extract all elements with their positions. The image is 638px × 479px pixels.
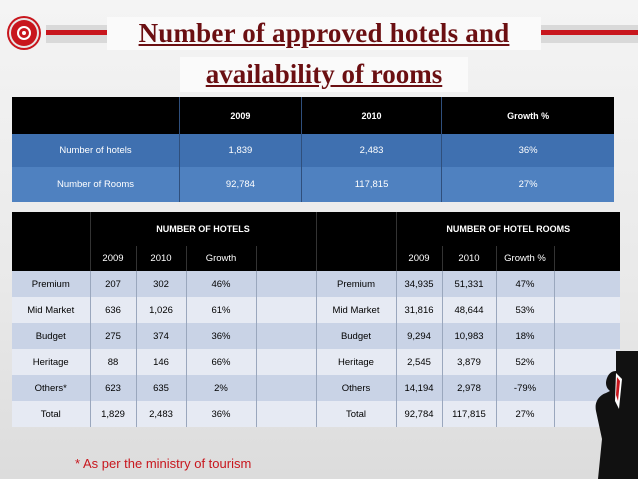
page-title-line1: Number of approved hotels and bbox=[107, 17, 541, 50]
category-label: Mid Market bbox=[12, 297, 90, 323]
table-row bbox=[12, 134, 614, 167]
cell: 275 bbox=[90, 323, 136, 349]
cell: 53% bbox=[496, 297, 554, 323]
cell: 1,829 bbox=[90, 401, 136, 427]
summary-header-cell: Growth % bbox=[442, 97, 614, 134]
summary-header-row bbox=[12, 97, 614, 134]
cell: 117,815 bbox=[301, 167, 441, 202]
cell: 18% bbox=[496, 323, 554, 349]
cell: 2,483 bbox=[301, 134, 441, 167]
summary-table bbox=[12, 97, 614, 202]
cell: 2% bbox=[186, 375, 256, 401]
cell: 14,194 bbox=[396, 375, 442, 401]
cell: 88 bbox=[90, 349, 136, 375]
category-label: Others* bbox=[12, 375, 90, 401]
table-row bbox=[12, 271, 620, 297]
businessman-silhouette-icon bbox=[586, 351, 638, 479]
category-label: Heritage bbox=[12, 349, 90, 375]
table-row bbox=[12, 297, 620, 323]
page-title-line2: availability of rooms bbox=[180, 57, 468, 92]
cell: 36% bbox=[186, 401, 256, 427]
cell: 48,644 bbox=[442, 297, 496, 323]
year-header: 2010 bbox=[136, 246, 186, 271]
cell: 31,816 bbox=[396, 297, 442, 323]
summary-header-cell bbox=[12, 97, 180, 134]
cell: 117,815 bbox=[442, 401, 496, 427]
category-label: Total bbox=[316, 401, 396, 427]
footnote: * As per the ministry of tourism bbox=[75, 456, 252, 471]
table-row bbox=[12, 375, 620, 401]
cell: 92,784 bbox=[180, 167, 302, 202]
cell: 47% bbox=[496, 271, 554, 297]
cell: 52% bbox=[496, 349, 554, 375]
cell: -79% bbox=[496, 375, 554, 401]
growth-header: Growth % bbox=[496, 246, 554, 271]
category-label: Heritage bbox=[316, 349, 396, 375]
table-row bbox=[12, 349, 620, 375]
growth-header: Growth bbox=[186, 246, 256, 271]
cell: 27% bbox=[496, 401, 554, 427]
cell: 302 bbox=[136, 271, 186, 297]
cell: 623 bbox=[90, 375, 136, 401]
cell: 2,978 bbox=[442, 375, 496, 401]
cell: 3,879 bbox=[442, 349, 496, 375]
cell: 636 bbox=[90, 297, 136, 323]
detail-header-row bbox=[12, 212, 620, 246]
category-label: Others bbox=[316, 375, 396, 401]
category-label: Budget bbox=[12, 323, 90, 349]
table-row-total bbox=[12, 401, 620, 427]
cell: 1,839 bbox=[180, 134, 302, 167]
cell: 10,983 bbox=[442, 323, 496, 349]
cell: 1,026 bbox=[136, 297, 186, 323]
detail-subheader-row bbox=[12, 246, 620, 271]
cell: 27% bbox=[442, 167, 614, 202]
cell: 146 bbox=[136, 349, 186, 375]
category-label: Premium bbox=[316, 271, 396, 297]
cell: 46% bbox=[186, 271, 256, 297]
cell: 2,545 bbox=[396, 349, 442, 375]
cell: 2,483 bbox=[136, 401, 186, 427]
cell: 34,935 bbox=[396, 271, 442, 297]
table-row bbox=[12, 323, 620, 349]
cell: 635 bbox=[136, 375, 186, 401]
category-label: Mid Market bbox=[316, 297, 396, 323]
rooms-header: NUMBER OF HOTEL ROOMS bbox=[396, 212, 620, 246]
table-row bbox=[12, 167, 614, 202]
hotels-header: NUMBER OF HOTELS bbox=[90, 212, 316, 246]
year-header: 2009 bbox=[90, 246, 136, 271]
cell: 9,294 bbox=[396, 323, 442, 349]
cell: 92,784 bbox=[396, 401, 442, 427]
year-header: 2010 bbox=[442, 246, 496, 271]
category-label: Total bbox=[12, 401, 90, 427]
cell: 36% bbox=[186, 323, 256, 349]
category-label: Premium bbox=[12, 271, 90, 297]
year-header: 2009 bbox=[396, 246, 442, 271]
summary-header-cell: 2009 bbox=[180, 97, 302, 134]
category-label: Budget bbox=[316, 323, 396, 349]
cell: 374 bbox=[136, 323, 186, 349]
summary-header-cell: 2010 bbox=[301, 97, 441, 134]
row-label: Number of Rooms bbox=[12, 167, 180, 202]
cell: 66% bbox=[186, 349, 256, 375]
cell: 36% bbox=[442, 134, 614, 167]
detail-table bbox=[12, 212, 620, 427]
cell: 51,331 bbox=[442, 271, 496, 297]
cell: 207 bbox=[90, 271, 136, 297]
row-label: Number of hotels bbox=[12, 134, 180, 167]
cell: 61% bbox=[186, 297, 256, 323]
target-logo-icon bbox=[11, 20, 37, 46]
